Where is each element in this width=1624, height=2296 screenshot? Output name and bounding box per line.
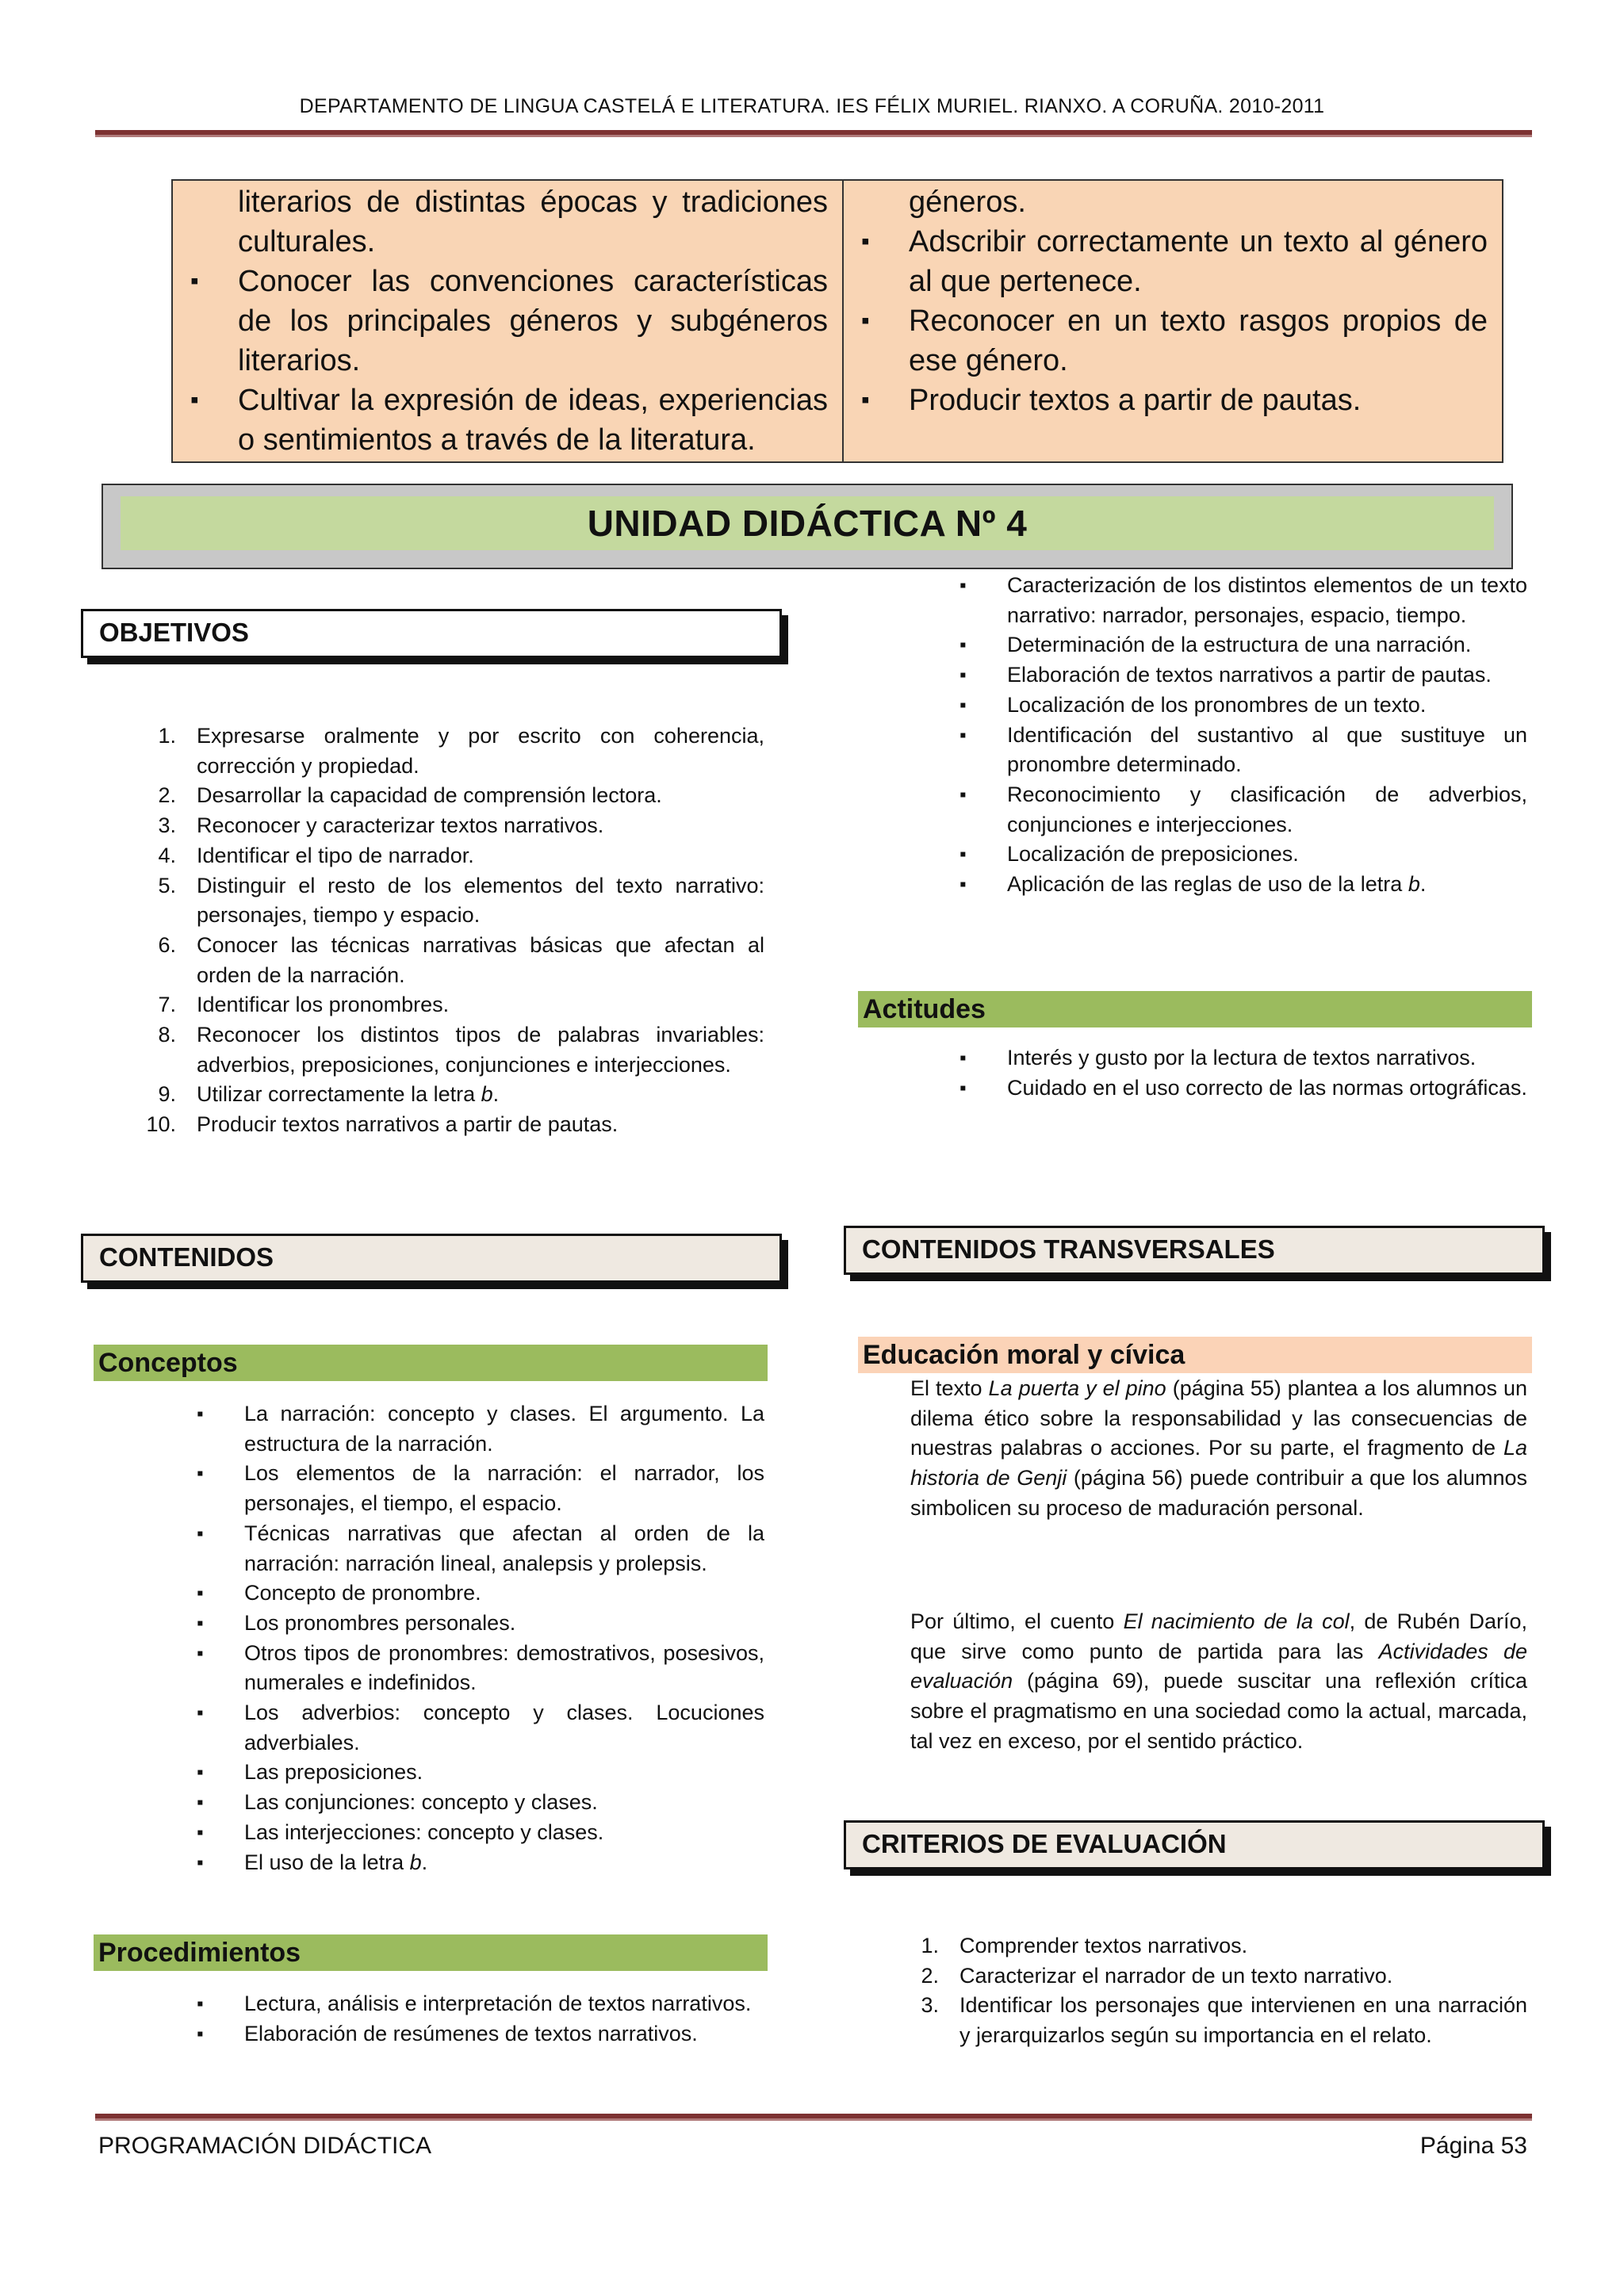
objetivos-heading: OBJETIVOS (81, 609, 782, 658)
list-item: 6. Conocer las técnicas narrativas básicas que afectan al orden de la narración. (158, 932, 764, 987)
page-header: DEPARTAMENTO DE LINGUA CASTELÁ E LITERATURA. IES FÉLIX MURIEL. RIANXO. A CORUÑA. 2010-2011 (299, 95, 1325, 117)
list-item: ▪ Adscribir correctamente un texto al género al que pertenece. (858, 222, 1488, 301)
list-item: ▪ Reconocimiento y clasificación de adverbios, conjunciones e interjecciones. (959, 780, 1527, 840)
footer-rule (95, 2114, 1532, 2121)
previous-unit-table (171, 179, 1503, 463)
educacion-moral-heading: Educación moral y cívica (858, 1337, 1532, 1373)
list-item: ▪ Otros tipos de pronombres: demostrativos, posesivos, numerales e indefinidos. (197, 1639, 764, 1698)
actitudes-list (959, 1043, 1527, 1103)
transversales-paragraph-2: Por último, el cuento El nacimiento de la col, de Rubén Darío, que sirve como punto de partida para las Actividades de evaluación (página 69), puede suscitar una reflexión crítica sobre el pragmatismo en una sociedad como la actual, marcada, tal vez en exceso, por el sentido práctico. (910, 1609, 1527, 1753)
list-item: ▪ El uso de la letra b. (197, 1848, 764, 1878)
conceptos-list (197, 1399, 764, 1877)
actitudes-heading: Actitudes (858, 991, 1532, 1027)
unit-title-box (102, 484, 1513, 569)
list-item: 10. Producir textos narrativos a partir de pautas. (146, 1112, 619, 1137)
list-item: ▪ Las conjunciones: concepto y clases. (197, 1788, 764, 1818)
objetivos-list (144, 721, 764, 1140)
list-item: ▪ Caracterización de los distintos elementos de un texto narrativo: narrador, personajes, espacio, tiempo. (959, 571, 1527, 630)
list-item: ▪ Los pronombres personales. (197, 1609, 764, 1639)
list-item: ▪ Los adverbios: concepto y clases. Locuciones adverbiales. (197, 1698, 764, 1758)
procedimientos-heading: Procedimientos (94, 1934, 768, 1971)
list-item: géneros. (909, 186, 1026, 219)
list-item: ▪ La narración: concepto y clases. El argumento. La estructura de la narración. (197, 1399, 764, 1459)
previous-unit-right-column (844, 181, 1502, 461)
transversales-heading: CONTENIDOS TRANSVERSALES (844, 1226, 1545, 1275)
procedimientos-list (197, 1989, 764, 2049)
list-item: 5. Distinguir el resto de los elementos del texto narrativo: personajes, tiempo y espacio. (158, 873, 764, 928)
list-item: ▪ Reconocer en un texto rasgos propios de ese género. (858, 301, 1488, 381)
list-item: ▪ Conocer las convenciones características de los principales géneros y subgéneros literarios. (187, 262, 828, 381)
list-item: ▪ Cultivar la expresión de ideas, experiencias o sentimientos a través de la literatura. (187, 381, 828, 460)
list-item: 2. Desarrollar la capacidad de comprensión lectora. (158, 783, 662, 808)
transversales-paragraph-1: El texto La puerta y el pino (página 55) plantea a los alumnos un dilema ético sobre la responsabilidad y las consecuencias de nuestras palabras o acciones. Por su parte, el fragmento de La historia de Genji (página 56) puede contribuir a que los alumnos simbolicen su proceso de maduración personal. (910, 1376, 1527, 1520)
list-item: 7. Identificar los pronombres. (158, 993, 450, 1017)
list-item: 3. Reconocer y caracterizar textos narrativos. (158, 813, 604, 838)
contenidos-heading: CONTENIDOS (81, 1234, 782, 1283)
unit-title: UNIDAD DIDÁCTICA Nº 4 (121, 496, 1494, 550)
list-item: ▪ Elaboración de textos narrativos a partir de pautas. (959, 660, 1527, 691)
list-item: ▪ Los elementos de la narración: el narrador, los personajes, el tiempo, el espacio. (197, 1459, 764, 1518)
list-item: 9. Utilizar correctamente la letra b. (158, 1082, 500, 1107)
list-item: 3. Identificar los personajes que intervienen en una narración y jerarquizarlos según su importancia en el relato. (921, 1993, 1527, 2048)
header-rule (95, 130, 1532, 137)
list-item: 1. Expresarse oralmente y por escrito con coherencia, corrección y propiedad. (158, 724, 764, 778)
list-item: 4. Identificar el tipo de narrador. (158, 843, 474, 867)
footer-left: PROGRAMACIÓN DIDÁCTICA (98, 2133, 432, 2159)
page-number: Página 53 (1419, 2133, 1527, 2159)
list-item: ▪ Las interjecciones: concepto y clases. (197, 1818, 764, 1848)
list-item: ▪ Lectura, análisis e interpretación de textos narrativos. (197, 1989, 764, 2019)
previous-unit-left-column (173, 181, 844, 461)
list-item: 1. Comprender textos narrativos. (921, 1934, 1248, 1957)
list-item: 2. Caracterizar el narrador de un texto narrativo. (921, 1963, 1393, 1988)
list-item: ▪ Identificación del sustantivo al que sustituye un pronombre determinado. (959, 721, 1527, 780)
list-item: ▪ Aplicación de las reglas de uso de la letra b. (959, 870, 1527, 900)
list-item: ▪ Localización de preposiciones. (959, 840, 1527, 870)
list-item: ▪ Producir textos a partir de pautas. (858, 381, 1488, 420)
list-item: ▪ Cuidado en el uso correcto de las normas ortográficas. (959, 1073, 1527, 1104)
list-item: ▪ Localización de los pronombres de un texto. (959, 691, 1527, 721)
procedimientos-continued-list (959, 571, 1527, 900)
list-item: 8. Reconocer los distintos tipos de palabras invariables: adverbios, preposiciones, conjunciones e interjecciones. (158, 1023, 764, 1077)
list-item: ▪ Técnicas narrativas que afectan al orden de la narración: narración lineal, analepsis y prolepsis. (197, 1519, 764, 1578)
conceptos-heading: Conceptos (94, 1345, 768, 1381)
criterios-heading: CRITERIOS DE EVALUACIÓN (844, 1820, 1545, 1869)
list-item: ▪ Determinación de la estructura de una narración. (959, 630, 1527, 660)
list-item: ▪ Las preposiciones. (197, 1758, 764, 1788)
criterios-list (907, 1931, 1527, 2051)
list-item: ▪ Interés y gusto por la lectura de textos narrativos. (959, 1043, 1527, 1073)
list-item: ▪ Concepto de pronombre. (197, 1578, 764, 1609)
list-item: literarios de distintas épocas y tradiciones culturales. (238, 186, 828, 258)
list-item: ▪ Elaboración de resúmenes de textos narrativos. (197, 2019, 764, 2049)
